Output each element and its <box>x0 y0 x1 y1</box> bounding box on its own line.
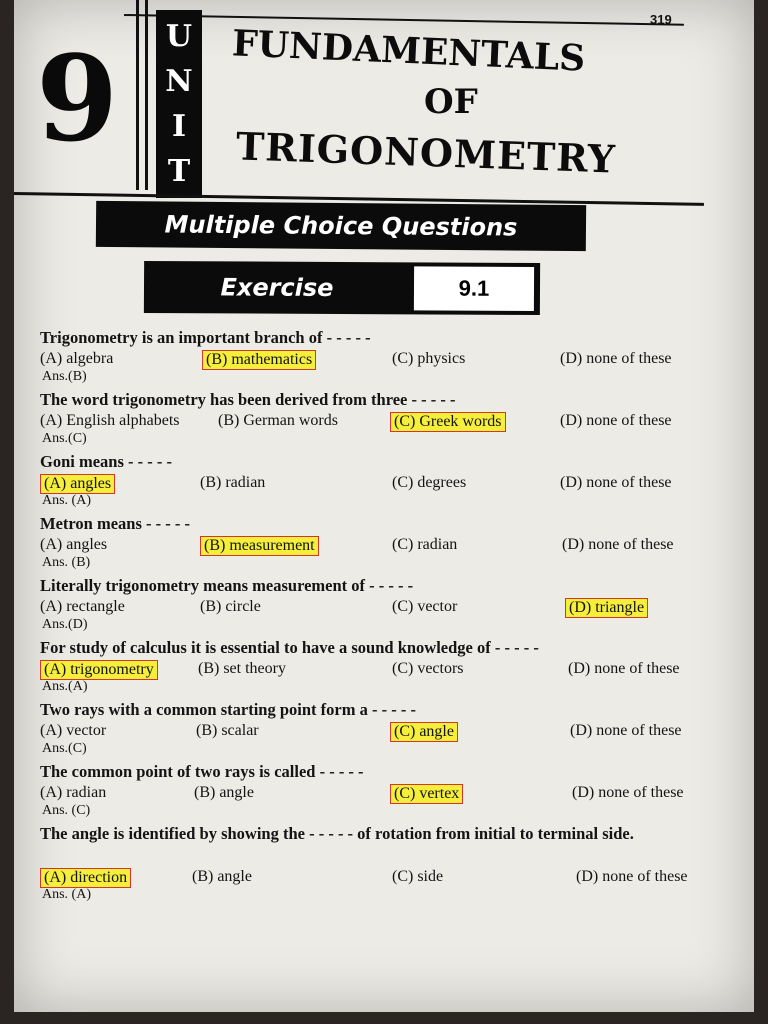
option-highlighted: (C) Greek words <box>390 412 506 432</box>
option: (C) degrees <box>392 474 467 491</box>
option-highlighted: (A) trigonometry <box>40 660 158 680</box>
option: (D) none of these <box>568 660 680 677</box>
option-highlighted: (C) angle <box>390 722 458 742</box>
question-item <box>40 700 740 762</box>
option: (A) angles <box>40 536 108 553</box>
exercise-label: Exercise <box>220 273 334 302</box>
chapter-title-line: FUNDAMENTALS <box>231 22 587 80</box>
question-item <box>40 328 740 390</box>
option: (C) physics <box>392 350 466 367</box>
answer-key: Ans.(C) <box>42 741 87 756</box>
option-highlighted: (A) angles <box>40 474 115 494</box>
option: (D) none of these <box>560 350 672 367</box>
question-text: Two rays with a common starting point form a - - - - - <box>40 700 416 719</box>
question-item <box>40 452 740 514</box>
answer-key: Ans. (A) <box>42 887 91 902</box>
option: (C) vectors <box>392 660 464 677</box>
section-banner: Multiple Choice Questions <box>96 201 586 251</box>
question-item <box>40 514 740 576</box>
answer-key: Ans. (B) <box>42 555 91 570</box>
question-list <box>40 328 740 910</box>
question-text: Goni means - - - - - <box>40 452 172 471</box>
option: (A) vector <box>40 722 107 739</box>
unit-letter: I <box>171 108 187 144</box>
option: (D) none of these <box>576 868 688 885</box>
question-item <box>40 576 740 638</box>
option: (A) English alphabets <box>40 412 180 429</box>
option: (B) radian <box>200 474 266 491</box>
answer-key: Ans. (C) <box>42 803 91 818</box>
question-item <box>40 824 740 910</box>
chapter-title-line: TRIGONOMETRY <box>235 123 617 182</box>
divider-line <box>145 0 148 190</box>
question-item <box>40 762 740 824</box>
option: (A) radian <box>40 784 107 801</box>
unit-number: 9 <box>36 29 119 168</box>
option: (B) angle <box>194 784 254 801</box>
textbook-page <box>14 0 754 1012</box>
page-number: 319 <box>650 12 672 27</box>
question-text: For study of calculus it is essential to have a sound knowledge of - - - - - <box>40 638 539 657</box>
question-text: The common point of two rays is called - - - - - <box>40 762 364 781</box>
option: (D) none of these <box>560 474 672 491</box>
answer-key: Ans.(D) <box>42 617 88 632</box>
option: (A) rectangle <box>40 598 125 615</box>
unit-strip <box>156 10 202 198</box>
divider-line <box>136 0 139 190</box>
unit-letter: T <box>167 153 191 189</box>
question-text: The word trigonometry has been derived from three - - - - - <box>40 390 456 409</box>
question-text: Metron means - - - - - <box>40 514 190 533</box>
option: (D) none of these <box>570 722 682 739</box>
chapter-title-line: OF <box>424 82 478 122</box>
option: (B) angle <box>192 868 252 885</box>
exercise-number: 9.1 <box>414 266 534 311</box>
answer-key: Ans.(C) <box>42 431 87 446</box>
answer-key: Ans.(A) <box>42 679 88 694</box>
unit-letter: N <box>165 63 193 99</box>
exercise-header <box>144 261 540 315</box>
question-text: The angle is identified by showing the - - - - - of rotation from initial to terminal side. <box>40 824 634 843</box>
top-rule <box>124 14 684 26</box>
option-highlighted: (C) vertex <box>390 784 463 804</box>
option-highlighted: (D) triangle <box>565 598 648 618</box>
question-item <box>40 638 740 700</box>
question-text: Trigonometry is an important branch of - - - - - <box>40 328 371 347</box>
option: (B) scalar <box>196 722 259 739</box>
option-highlighted: (B) measurement <box>200 536 319 556</box>
option: (A) algebra <box>40 350 114 367</box>
option: (D) none of these <box>562 536 674 553</box>
answer-key: Ans. (A) <box>42 493 91 508</box>
question-item <box>40 390 740 452</box>
option-highlighted: (B) mathematics <box>202 350 316 370</box>
option-highlighted: (A) direction <box>40 868 131 888</box>
unit-letter: U <box>165 18 193 54</box>
option: (C) vector <box>392 598 458 615</box>
option: (B) set theory <box>198 660 286 677</box>
answer-key: Ans.(B) <box>42 369 87 384</box>
option: (D) none of these <box>572 784 684 801</box>
option: (D) none of these <box>560 412 672 429</box>
option: (B) German words <box>218 412 338 429</box>
question-text: Literally trigonometry means measurement of - - - - - <box>40 576 414 595</box>
option: (C) radian <box>392 536 458 553</box>
option: (C) side <box>392 868 444 885</box>
option: (B) circle <box>200 598 261 615</box>
